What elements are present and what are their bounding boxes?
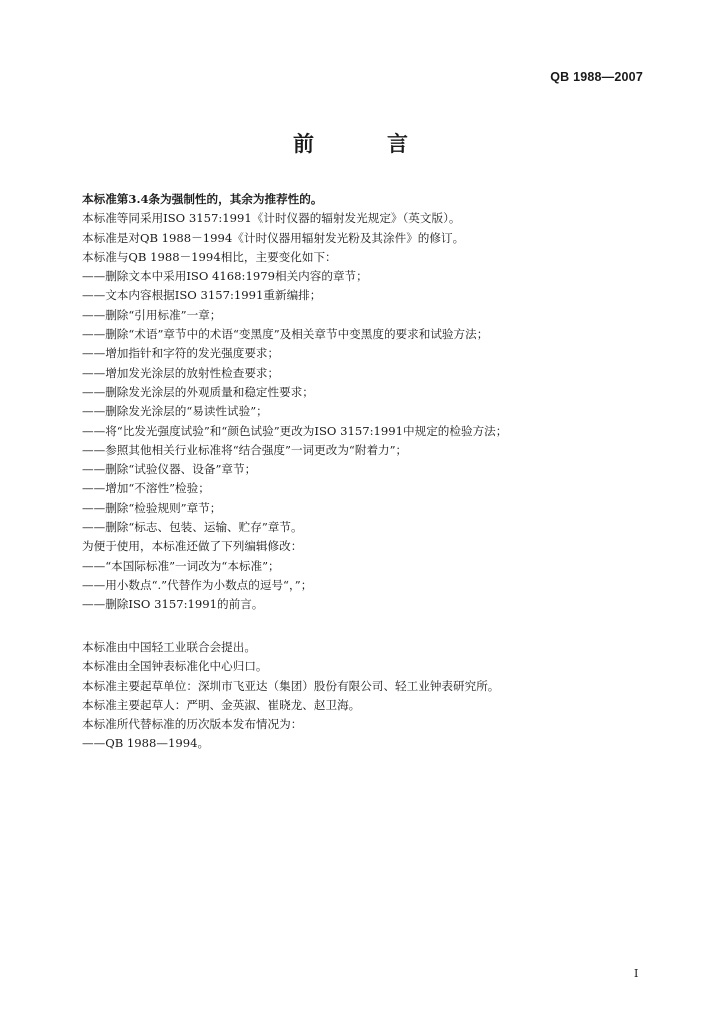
foreword-body bbox=[82, 190, 642, 615]
body-line: ——将“比发光强度试验”和“颜色试验”更改为ISO 3157:1991中规定的检验方法； bbox=[82, 423, 508, 438]
body-line: ——增加指针和字符的发光强度要求； bbox=[82, 346, 280, 361]
standard-code: QB 1988—2007 bbox=[550, 70, 643, 84]
page-number: I bbox=[634, 967, 639, 980]
body-line: ——删除文本中采用ISO 4168:1979相关内容的章节； bbox=[82, 269, 368, 284]
info-line: 本标准主要起草单位：深圳市飞亚达（集团）股份有限公司、轻工业钟表研究所。 bbox=[82, 678, 500, 693]
body-line: ——删除“术语”章节中的术语“变黑度”及相关章节中变黑度的要求和试验方法； bbox=[82, 327, 489, 342]
body-line: 本标准与QB 1988－1994相比，主要变化如下： bbox=[82, 249, 337, 264]
page-title: 前 言 bbox=[293, 132, 434, 156]
body-line: ——用小数点“.”代替作为小数点的逗号“，”； bbox=[82, 577, 313, 592]
body-line: 本标准等同采用ISO 3157:1991《计时仪器的辐射发光规定》（英文版）。 bbox=[82, 211, 461, 226]
body-line: ——增加“不溶性”检验； bbox=[82, 481, 210, 496]
body-line: ——删除“引用标准”一章； bbox=[82, 307, 222, 322]
drafting-info bbox=[82, 638, 642, 754]
body-line: ——参照其他相关行业标准将“结合强度”一词更改为“附着力”； bbox=[82, 442, 408, 457]
info-line: 本标准主要起草人：严明、金英淑、崔晓龙、赵卫海。 bbox=[82, 697, 361, 712]
body-line: ——删除发光涂层的外观质量和稳定性要求； bbox=[82, 384, 314, 399]
info-line: 本标准由全国钟表标准化中心归口。 bbox=[82, 659, 268, 674]
body-line: 本标准第3.4条为强制性的，其余为推荐性的。 bbox=[82, 192, 323, 206]
body-line: ——增加发光涂层的放射性检查要求； bbox=[82, 365, 280, 380]
info-line: 本标准所代替标准的历次版本发布情况为： bbox=[82, 717, 303, 732]
body-line: ——删除发光涂层的“易读性试验”； bbox=[82, 404, 268, 419]
body-line: 为便于使用，本标准还做了下列编辑修改： bbox=[82, 539, 303, 554]
body-line: ——删除ISO 3157:1991的前言。 bbox=[82, 597, 264, 612]
body-line: ——删除“试验仪器、设备”章节； bbox=[82, 462, 257, 477]
body-line: 本标准是对QB 1988－1994《计时仪器用辐射发光粉及其涂件》的修订。 bbox=[82, 230, 465, 245]
info-line: ——QB 1988—1994。 bbox=[82, 736, 210, 751]
body-line: ——删除“检验规则”章节； bbox=[82, 500, 222, 515]
body-line: ——文本内容根据ISO 3157:1991重新编排； bbox=[82, 288, 322, 303]
info-line: 本标准由中国轻工业联合会提出。 bbox=[82, 640, 256, 654]
body-line: ——“本国际标准”一词改为“本标准”； bbox=[82, 558, 280, 573]
body-line: ——删除“标志、包装、运输、贮存”章节。 bbox=[82, 520, 303, 535]
